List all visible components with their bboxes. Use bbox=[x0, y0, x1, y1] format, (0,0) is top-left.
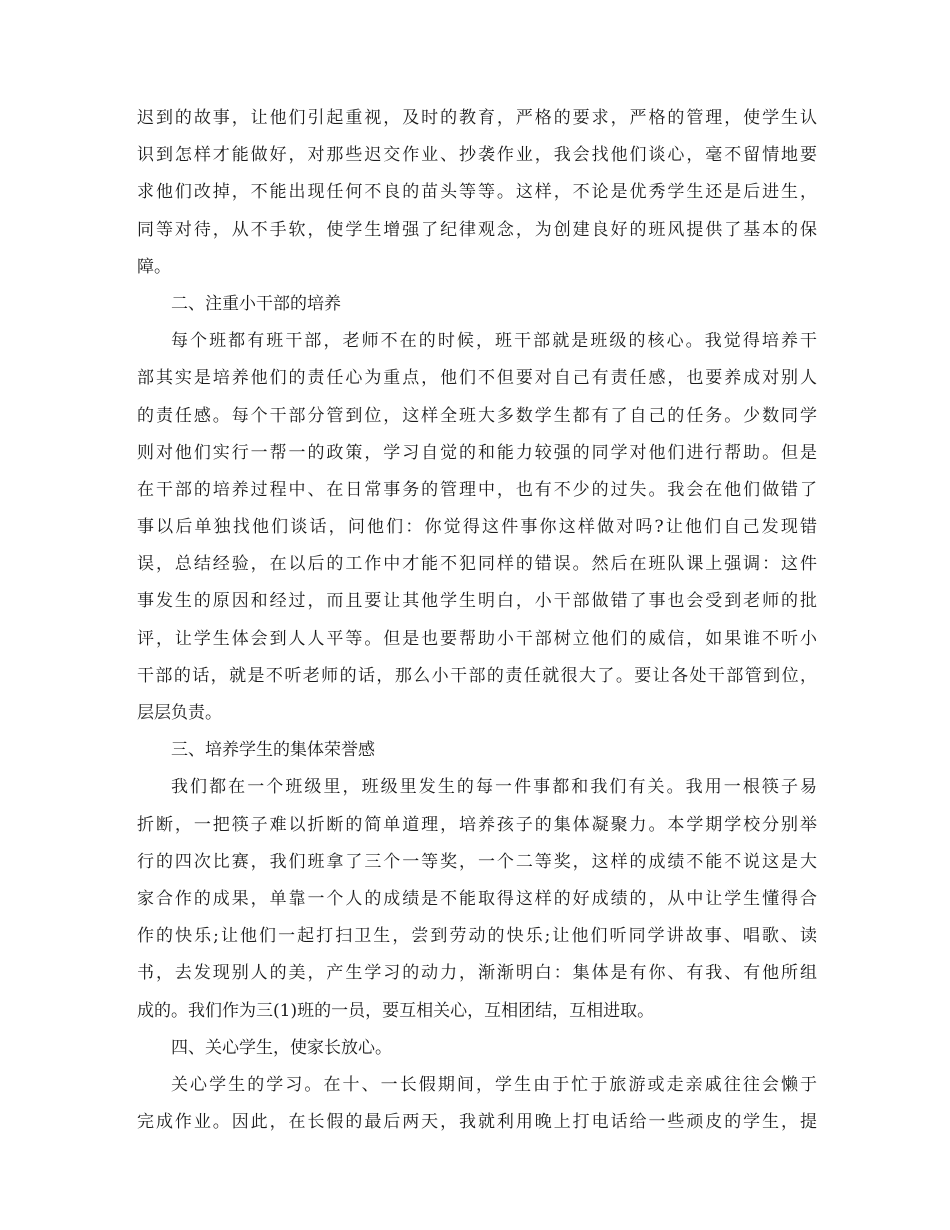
paragraph-line: 干部的话，就是不听老师的话，那么小干部的责任就很大了。要让各处干部管到位， bbox=[137, 665, 817, 686]
paragraph-line: 障。 bbox=[137, 256, 171, 277]
paragraph-line: 则对他们实行一帮一的政策，学习自觉的和能力较强的同学对他们进行帮助。但是 bbox=[137, 442, 817, 463]
paragraph-line: 识到怎样才能做好，对那些迟交作业、抄袭作业，我会找他们谈心，毫不留情地要 bbox=[137, 145, 817, 166]
paragraph-line: 事发生的原因和经过，而且要让其他学生明白，小干部做错了事也会受到老师的批 bbox=[137, 591, 817, 612]
paragraph-line: 成的。我们作为三(1)班的一员，要互相关心，互相团结，互相进取。 bbox=[137, 1000, 655, 1021]
paragraph-line: 关心学生的学习。在十、一长假期间，学生由于忙于旅游或走亲戚往往会懒于 bbox=[171, 1074, 817, 1095]
paragraph-line: 误，总结经验，在以后的工作中才能不犯同样的错误。然后在班队课上强调：这件 bbox=[137, 554, 817, 575]
paragraph-line: 迟到的故事，让他们引起重视，及时的教育，严格的要求，严格的管理，使学生认 bbox=[137, 108, 817, 128]
paragraph-line: 书，去发现别人的美，产生学习的动力，渐渐明白：集体是有你、有我、有他所组 bbox=[137, 963, 817, 984]
paragraph-line: 每个班都有班干部，老师不在的时候，班干部就是班级的核心。我觉得培养干 bbox=[171, 331, 817, 352]
paragraph-line: 我们都在一个班级里，班级里发生的每一件事都和我们有关。我用一根筷子易 bbox=[171, 777, 817, 798]
paragraph-line: 评，让学生体会到人人平等。但是也要帮助小干部树立他们的威信，如果谁不听小 bbox=[137, 628, 817, 649]
paragraph-line: 求他们改掉，不能出现任何不良的苗头等等。这样，不论是优秀学生还是后进生， bbox=[137, 182, 817, 203]
paragraph-line: 层层负责。 bbox=[137, 703, 222, 723]
paragraph-line: 作的快乐;让他们一起打扫卫生，尝到劳动的快乐;让他们听同学讲故事、唱歌、读 bbox=[137, 926, 817, 947]
paragraph-line: 完成作业。因此，在长假的最后两天，我就利用晚上打电话给一些顽皮的学生，提 bbox=[137, 1112, 817, 1133]
paragraph-line: 的责任感。每个干部分管到位，这样全班大多数学生都有了自己的任务。少数同学 bbox=[137, 405, 817, 426]
paragraph-line: 事以后单独找他们谈话，问他们：你觉得这件事你这样做对吗?让他们自己发现错 bbox=[137, 517, 817, 538]
paragraph-line: 行的四次比赛，我们班拿了三个一等奖，一个二等奖，这样的成绩不能不说这是大 bbox=[137, 851, 817, 872]
paragraph-line: 在干部的培养过程中、在日常事务的管理中，也有不少的过失。我会在他们做错了 bbox=[137, 479, 817, 500]
paragraph-line: 家合作的成果，单靠一个人的成绩是不能取得这样的好成绩的，从中让学生懂得合 bbox=[137, 888, 817, 909]
section-heading: 二、注重小干部的培养 bbox=[171, 293, 341, 314]
document-body bbox=[137, 100, 817, 1141]
paragraph-line: 折断，一把筷子难以折断的简单道理，培养孩子的集体凝聚力。本学期学校分别举 bbox=[137, 814, 817, 835]
section-heading: 四、关心学生，使家长放心。 bbox=[171, 1037, 392, 1058]
paragraph-line: 部其实是培养他们的责任心为重点，他们不但要对自己有责任感，也要养成对别人 bbox=[137, 368, 817, 389]
section-heading: 三、培养学生的集体荣誉感 bbox=[171, 740, 375, 761]
paragraph-line: 同等对待，从不手软，使学生增强了纪律观念，为创建良好的班风提供了基本的保 bbox=[137, 219, 817, 240]
